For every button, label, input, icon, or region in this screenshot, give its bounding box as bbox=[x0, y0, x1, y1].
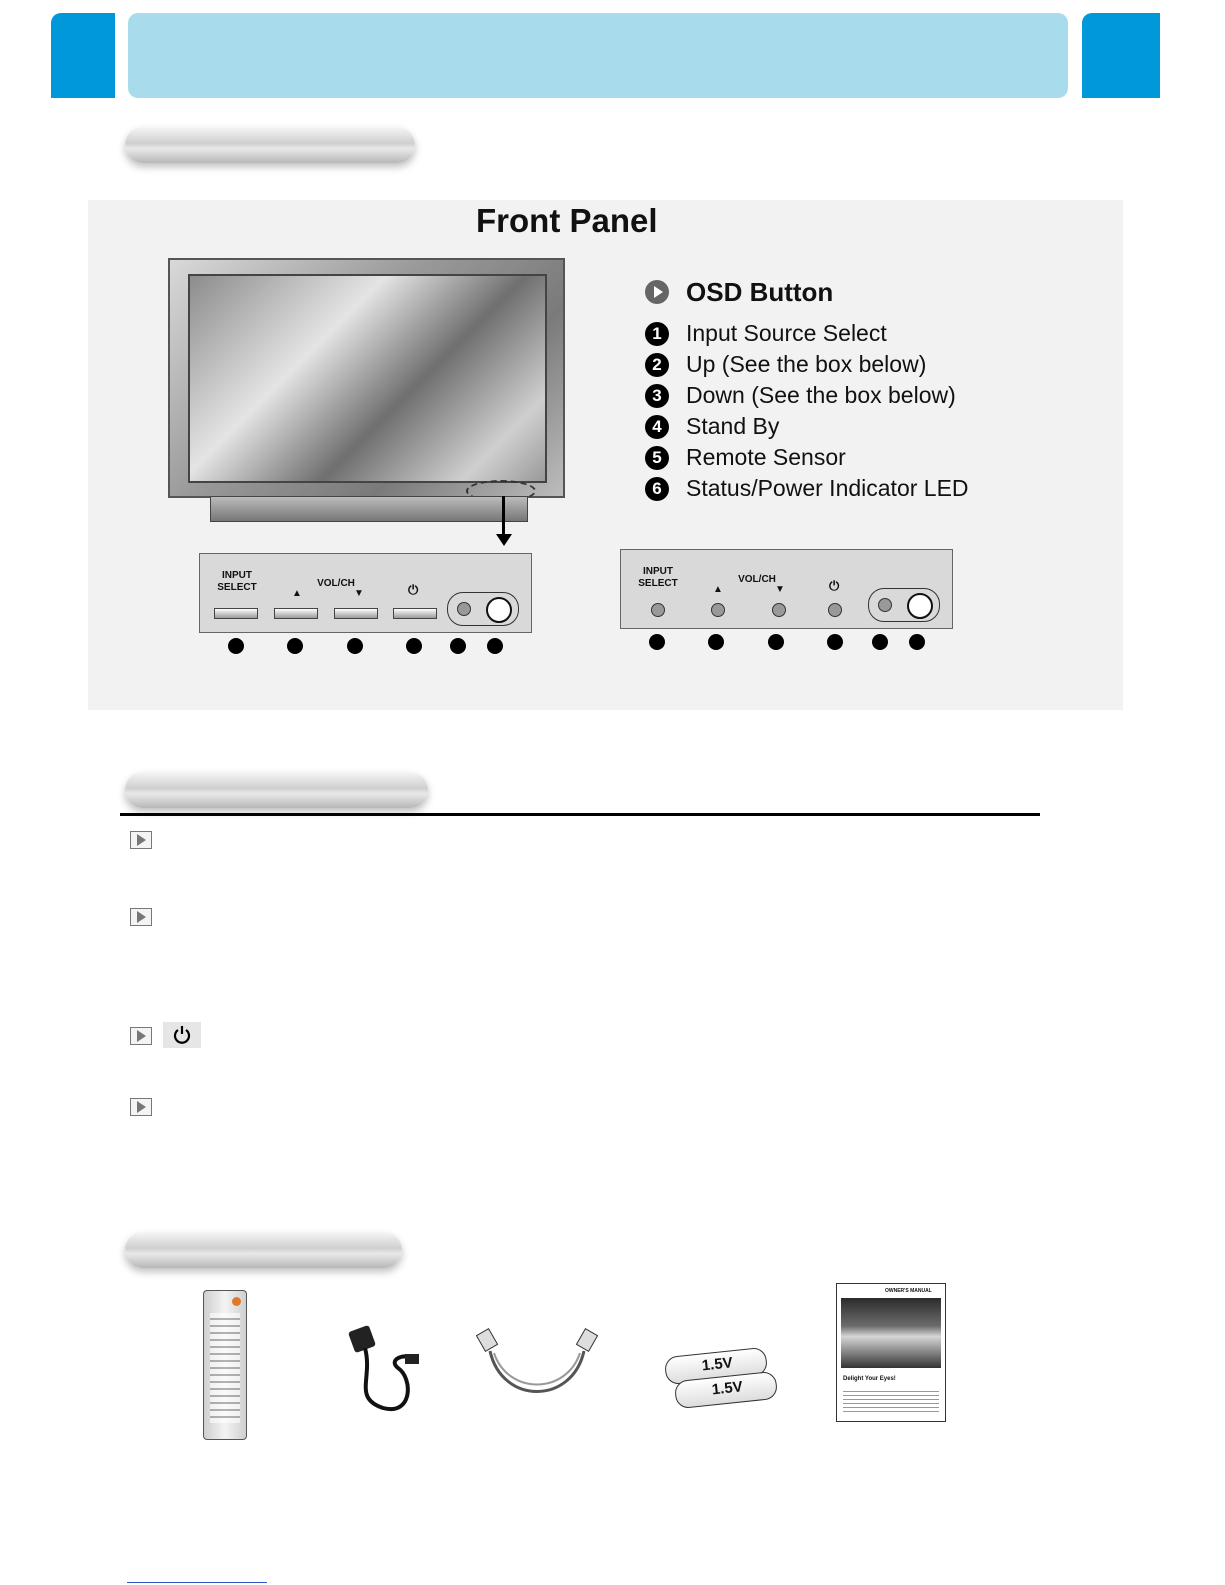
up-button[interactable] bbox=[274, 608, 318, 619]
callout-6 bbox=[909, 634, 925, 650]
osd-item bbox=[645, 473, 1045, 504]
callout-1 bbox=[228, 638, 244, 654]
manual-cover-photo bbox=[841, 1298, 941, 1368]
owners-manual-image: OWNER'S MANUAL Delight Your Eyes! bbox=[836, 1283, 946, 1422]
down-button[interactable] bbox=[334, 608, 378, 619]
sensor-housing bbox=[447, 592, 519, 626]
sensor-housing bbox=[868, 588, 940, 622]
front-panel-figure bbox=[88, 200, 1123, 710]
osd-item-label: Down (See the box below) bbox=[686, 382, 956, 408]
power-cord-image bbox=[343, 1318, 423, 1418]
remote-sensor bbox=[907, 593, 933, 619]
play-circle-icon bbox=[645, 280, 669, 304]
callout-2 bbox=[708, 634, 724, 650]
down-button[interactable] bbox=[772, 603, 786, 617]
input-select-label: INPUT SELECT bbox=[638, 566, 678, 589]
bullet-arrow-icon bbox=[130, 1027, 152, 1045]
section-rule bbox=[120, 813, 1040, 816]
callout-4 bbox=[827, 634, 843, 650]
led-indicator bbox=[457, 602, 471, 616]
remote-control-image bbox=[203, 1290, 247, 1440]
header-bar bbox=[128, 13, 1068, 98]
osd-item-number: 2 bbox=[645, 353, 669, 377]
callout-5 bbox=[450, 638, 466, 654]
osd-legend bbox=[645, 274, 1045, 504]
section-pill-accessories bbox=[125, 1232, 402, 1268]
osd-heading-row bbox=[645, 274, 1045, 310]
standby-button[interactable] bbox=[828, 603, 842, 617]
osd-item bbox=[645, 411, 1045, 442]
osd-heading: OSD Button bbox=[686, 276, 834, 307]
callout-2 bbox=[287, 638, 303, 654]
zoom-arrow-head bbox=[496, 534, 512, 546]
callout-1 bbox=[649, 634, 665, 650]
callout-4 bbox=[406, 638, 422, 654]
osd-item-label: Stand By bbox=[686, 413, 780, 439]
power-icon: ⏻ bbox=[408, 582, 419, 597]
control-strip-flat bbox=[199, 553, 532, 633]
remote-sensor bbox=[486, 597, 512, 623]
osd-item-label: Up (See the box below) bbox=[686, 351, 927, 377]
led-indicator bbox=[878, 598, 892, 612]
osd-item-label: Input Source Select bbox=[686, 320, 887, 346]
bullet-arrow-icon bbox=[130, 908, 152, 926]
arrow-down-icon: ▼ bbox=[354, 588, 364, 599]
osd-item-label: Remote Sensor bbox=[686, 444, 846, 470]
callout-5 bbox=[872, 634, 888, 650]
bullet-arrow-icon bbox=[130, 831, 152, 849]
osd-item-label: Status/Power Indicator LED bbox=[686, 475, 969, 501]
battery: 1.5V bbox=[674, 1371, 778, 1410]
osd-item bbox=[645, 380, 1045, 411]
osd-item bbox=[645, 349, 1045, 380]
callout-3 bbox=[768, 634, 784, 650]
battery: 1.5V bbox=[664, 1347, 768, 1386]
volch-text: VOL/CH bbox=[738, 574, 776, 585]
input-select-button[interactable] bbox=[214, 608, 258, 619]
osd-item-number: 1 bbox=[645, 322, 669, 346]
antenna-cable-image bbox=[472, 1325, 602, 1420]
header-left-tab bbox=[51, 13, 115, 98]
osd-item bbox=[645, 442, 1045, 473]
section-pill-functions bbox=[125, 772, 428, 808]
section-pill-controls bbox=[125, 127, 415, 163]
power-icon: ⏻ bbox=[829, 578, 840, 593]
input-select-label: INPUT SELECT bbox=[217, 570, 257, 593]
callout-3 bbox=[347, 638, 363, 654]
osd-item-number: 5 bbox=[645, 446, 669, 470]
power-icon bbox=[163, 1022, 201, 1048]
callout-6 bbox=[487, 638, 503, 654]
standby-button[interactable] bbox=[393, 608, 437, 619]
tv-screen bbox=[188, 274, 547, 483]
front-panel-title: Front Panel bbox=[476, 202, 658, 239]
osd-item bbox=[645, 318, 1045, 349]
osd-item-number: 6 bbox=[645, 477, 669, 501]
arrow-up-icon: ▲ bbox=[292, 588, 302, 599]
osd-item-number: 3 bbox=[645, 384, 669, 408]
zoom-arrow bbox=[502, 496, 505, 536]
up-button[interactable] bbox=[711, 603, 725, 617]
volch-label bbox=[707, 574, 807, 595]
header-right-tab bbox=[1082, 13, 1160, 98]
control-strip-round bbox=[620, 549, 953, 629]
volch-text: VOL/CH bbox=[317, 578, 355, 589]
bullet-arrow-icon bbox=[130, 1098, 152, 1116]
arrow-down-icon: ▼ bbox=[775, 584, 785, 595]
osd-item-number: 4 bbox=[645, 415, 669, 439]
input-select-button[interactable] bbox=[651, 603, 665, 617]
volch-label bbox=[286, 578, 386, 599]
tv-illustration bbox=[168, 258, 565, 498]
arrow-up-icon: ▲ bbox=[713, 584, 723, 595]
tv-stand bbox=[210, 496, 528, 522]
footer-link-line bbox=[127, 1582, 267, 1583]
batteries-image bbox=[665, 1348, 777, 1410]
